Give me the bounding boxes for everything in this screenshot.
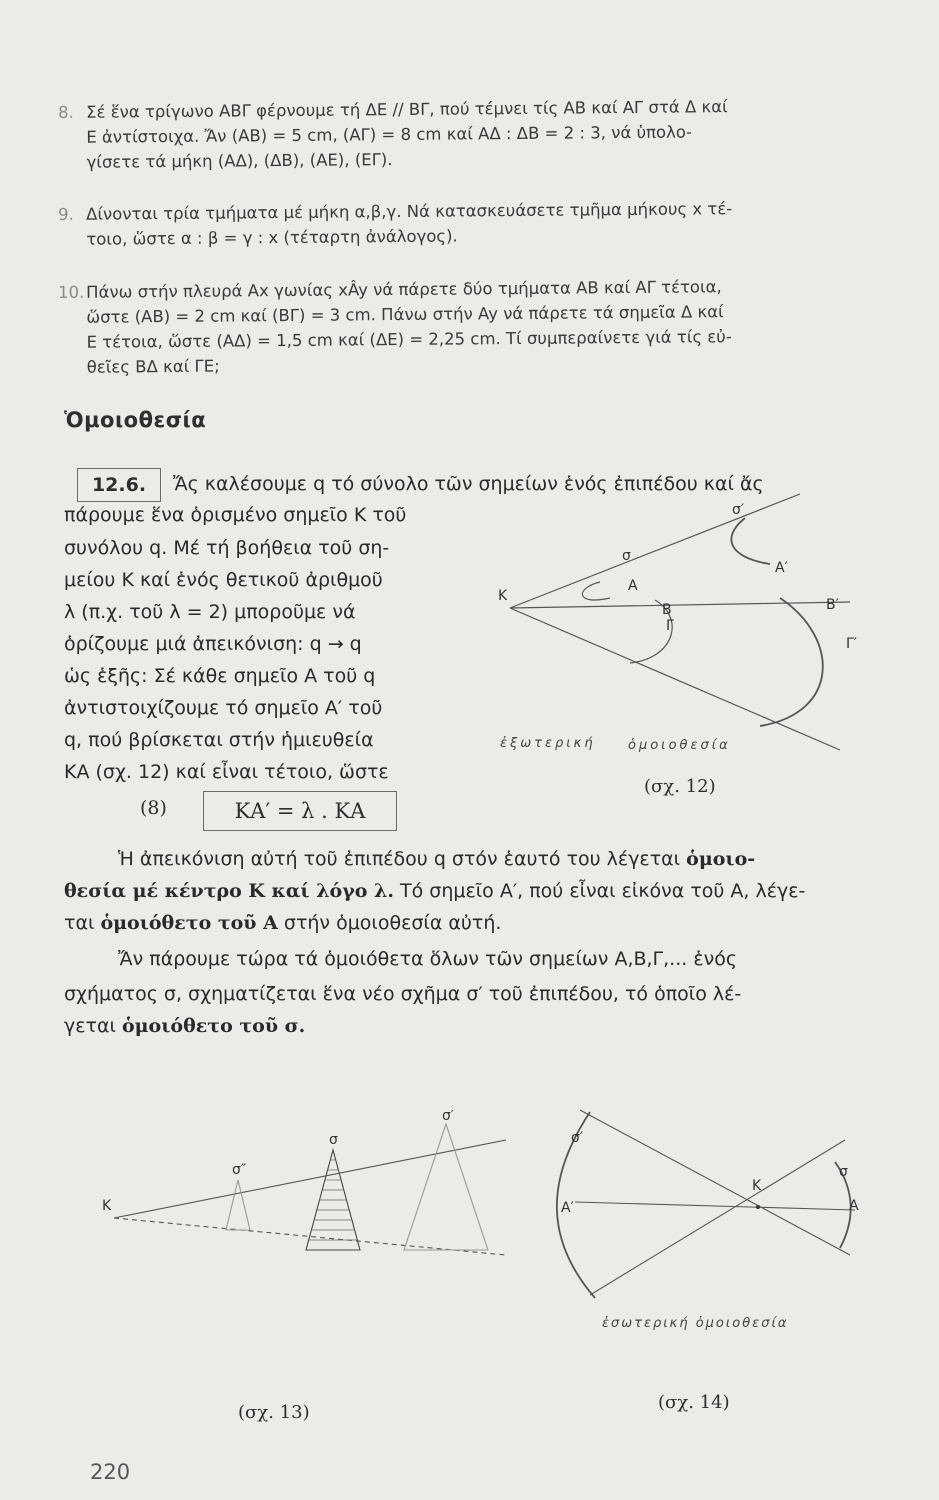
shape-sigma bbox=[582, 582, 610, 600]
label-sigma: σ bbox=[329, 1132, 338, 1148]
exercise-10 bbox=[58, 273, 889, 380]
formula-number: (8) bbox=[140, 797, 167, 819]
paragraph-line: ὁρίζουμε μιά ἀπεικόνιση: q → q bbox=[64, 633, 362, 655]
figure-14 bbox=[545, 1100, 885, 1310]
ray-line bbox=[590, 1140, 845, 1295]
definition-line: θεσία μέ κέντρο Κ καί λόγο λ. Τό σημεῖο Α′, πού εἶναι εἰκόνα τοῦ Α, λέγε- bbox=[64, 880, 806, 902]
label-sigma: σ bbox=[622, 548, 631, 564]
exercise-text: Δίνονται τρία τμήματα μέ μήκη α,β,γ. Νά κατασκευάσετε τμῆμα μήκους x τέ- bbox=[86, 199, 733, 224]
exercise-number: 10. bbox=[58, 282, 85, 302]
exercise-9 bbox=[58, 195, 888, 252]
figure-13-caption: (σχ. 13) bbox=[238, 1402, 310, 1423]
paragraph-line: πάρουμε ἕνα ὁρισμένο σημεῖο Κ τοῦ bbox=[64, 504, 407, 526]
paragraph-line: Ἄς καλέσουμε q τό σύνολο τῶν σημείων ἑνός ἐπιπέδου καί ἄς bbox=[173, 473, 764, 495]
paragraph-line: q, πού βρίσκεται στήν ἡμιευθεία bbox=[64, 729, 374, 751]
figure-12-caption: (σχ. 12) bbox=[644, 776, 716, 797]
exercise-text: Ε ἀντίστοιχα. Ἄν (ΑΒ) = 5 cm, (ΑΓ) = 8 cm καί ΑΔ : ΔΒ = 2 : 3, νά ὑπολο- bbox=[86, 122, 693, 147]
exercise-text: τοιο, ὥστε α : β = γ : x (τέταρτη ἀνάλογος). bbox=[86, 226, 458, 249]
paragraph-line: ὡς ἑξῆς: Σέ κάθε σημεῖο Α τοῦ q bbox=[64, 665, 376, 687]
exercise-text: γίσετε τά μήκη (ΑΔ), (ΔΒ), (ΑΕ), (ΕΓ). bbox=[86, 150, 393, 172]
handwritten-note: ἐξωτερική bbox=[500, 736, 596, 751]
label-a-prime: Α′ bbox=[561, 1200, 574, 1216]
shape-sigma-prime bbox=[731, 518, 770, 564]
triangle-sigma-double-prime bbox=[226, 1180, 250, 1230]
label-a: Α bbox=[849, 1198, 859, 1214]
paragraph-number: 12.6. bbox=[77, 468, 161, 502]
label-sigma: σ bbox=[839, 1164, 848, 1180]
figure-12 bbox=[480, 488, 900, 808]
paragraph-line: συνόλου q. Μέ τή βοήθεια τοῦ ση- bbox=[64, 537, 390, 559]
ray-line bbox=[510, 602, 850, 608]
label-sigma-prime: σ′ bbox=[442, 1110, 455, 1124]
definition-line: Ἡ ἀπεικόνιση αὐτή τοῦ ἐπιπέδου q στόν ἑαυτό του λέγεται ὁμοιο- bbox=[118, 848, 756, 870]
exercise-number: 8. bbox=[58, 102, 74, 122]
exercise-text: Πάνω στήν πλευρά Αx γωνίας xÂy νά πάρετε δύο τμήματα ΑΒ καί ΑΓ τέτοια, bbox=[86, 277, 722, 302]
formula-box: ΚΑ′ = λ . ΚΑ bbox=[203, 791, 397, 831]
label-b: Β bbox=[662, 602, 672, 618]
exercise-text: θεῖες ΒΔ καί ΓΕ; bbox=[86, 356, 220, 377]
exercise-text: ὥστε (ΑΒ) = 2 cm καί (ΒΓ) = 3 cm. Πάνω στήν Ay νά πάρετε τά σημεῖα Δ καί bbox=[86, 302, 724, 327]
label-g-prime: Γ′ bbox=[846, 636, 857, 652]
label-a-prime: Α′ bbox=[775, 560, 788, 576]
paragraph-line: ΚΑ (σχ. 12) καί εἶναι τέτοιο, ὥστε bbox=[64, 761, 389, 783]
label-g: Γ bbox=[666, 618, 674, 634]
shape-sigma-prime bbox=[760, 598, 823, 726]
paragraph-line: λ (π.χ. τοῦ λ = 2) μποροῦμε νά bbox=[64, 601, 356, 623]
triangle-sigma-prime bbox=[404, 1124, 488, 1250]
handwritten-note: ἐσωτερική ὁμοιοθεσία bbox=[602, 1316, 789, 1331]
definition-line: ται ὁμοιόθετο τοῦ Α στήν ὁμοιοθεσία αὐτή. bbox=[64, 912, 502, 934]
exercise-text: Σέ ἕνα τρίγωνο ΑΒΓ φέρνουμε τή ΔΕ // ΒΓ, πού τέμνει τίς ΑΒ καί ΑΓ στά Δ καί bbox=[86, 97, 728, 122]
center-point bbox=[756, 1205, 760, 1209]
ray-line bbox=[580, 1110, 850, 1255]
ray-line bbox=[510, 494, 800, 608]
exercise-number: 9. bbox=[58, 204, 74, 224]
label-sigma-prime: σ′ bbox=[571, 1130, 584, 1146]
ray-line bbox=[510, 608, 840, 750]
definition-line: γεται ὁμοιόθετο τοῦ σ. bbox=[64, 1015, 306, 1037]
section-title: Ὁμοιοθεσία bbox=[64, 408, 207, 432]
page-number: 220 bbox=[90, 1460, 131, 1484]
figure-14-caption: (σχ. 14) bbox=[658, 1392, 730, 1413]
label-k: Κ bbox=[102, 1198, 112, 1214]
label-sigma-prime: σ′ bbox=[732, 502, 745, 518]
exercise-8 bbox=[58, 93, 889, 175]
figure-13 bbox=[96, 1110, 516, 1270]
handwritten-note: ὁμοιοθεσία bbox=[628, 738, 731, 753]
label-k: Κ bbox=[752, 1178, 762, 1194]
ray-line bbox=[114, 1140, 506, 1218]
ray-line bbox=[575, 1202, 855, 1210]
label-sigma-double-prime: σ″ bbox=[232, 1162, 247, 1178]
label-b-prime: Β′ bbox=[826, 597, 839, 613]
hatching bbox=[309, 1160, 357, 1240]
exercise-text: Ε τέτοια, ὥστε (ΑΔ) = 1,5 cm καί (ΔΕ) = 2,25 cm. Τί συμπεραίνετε γιά τίς εὐ- bbox=[86, 327, 732, 352]
label-a: Α bbox=[628, 578, 638, 594]
paragraph-line: ἀντιστοιχίζουμε τό σημεῖο Α′ τοῦ bbox=[64, 697, 383, 719]
definition-line: σχήματος σ, σχηματίζεται ἕνα νέο σχῆμα σ′ τοῦ ἐπιπέδου, τό ὁποῖο λέ- bbox=[64, 983, 742, 1005]
definition-line: Ἄν πάρουμε τώρα τά ὁμοιόθετα ὅλων τῶν σημείων Α,Β,Γ,... ἑνός bbox=[118, 948, 737, 970]
paragraph-line: μείου Κ καί ἑνός θετικοῦ ἀριθμοῦ bbox=[64, 569, 383, 591]
label-k: Κ bbox=[498, 588, 508, 604]
